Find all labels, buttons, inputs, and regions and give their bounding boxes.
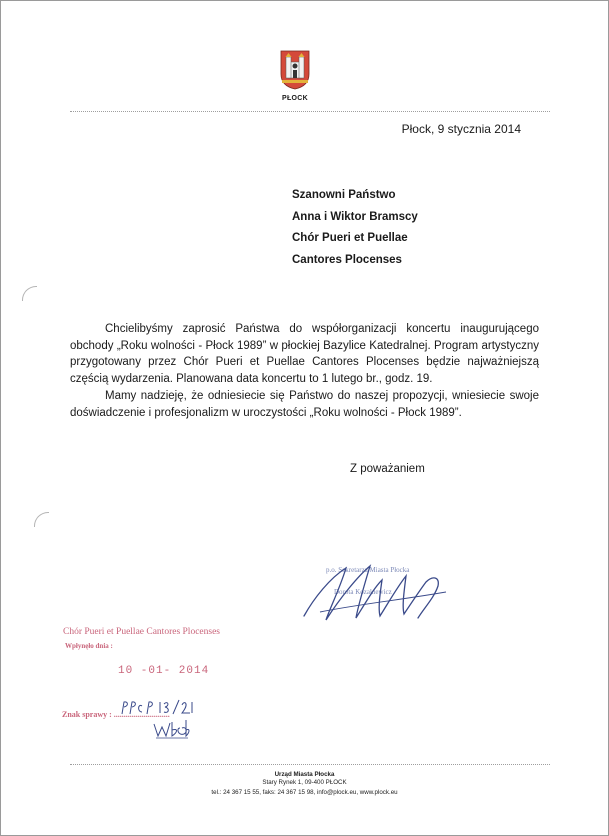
body-paragraph: Mamy nadzieję, że odniesiecie się Państwo do naszej propozycji, wniesiecie swoje doświadczenie i profesjonalizm w uroczystości „Roku wolności - Płock 1989”. [70,390,539,419]
stamp-case-dots: ............................ [113,710,170,719]
recipient-line: Cantores Plocenses [292,253,402,266]
handwritten-signature [300,558,450,628]
letter-date: Płock, 9 stycznia 2014 [401,122,521,136]
recipient-block [292,185,418,271]
header-divider [70,111,550,112]
stamp-received-label: Wpłynęło dnia : [65,642,113,650]
handwritten-case-number [120,697,198,717]
recipient-line: Anna i Wiktor Bramscy [292,210,418,223]
signature-caption-name: Dorota Kozakiewicz [334,588,392,596]
handwritten-initials [152,718,192,740]
footer-divider [70,764,550,765]
footer-office: Urząd Miasta Płocka [274,771,335,778]
stamp-case-label: Znak sprawy : [62,710,112,719]
stamp-received-date: 10 -01- 2014 [118,665,210,677]
footer-address: Stary Rynek 1, 09-400 PŁOCK [262,779,347,786]
city-crest-icon [280,50,310,90]
footer-contact: tel.: 24 367 15 55, faks: 24 367 15 98, info@plock.eu, www.plock.eu [211,789,398,796]
recipient-line: Szanowni Państwo [292,189,396,201]
crest-label: PŁOCK [282,95,308,102]
closing-phrase: Z poważaniem [350,463,425,475]
letter-body [70,321,539,422]
signature-caption-title: p.o. Sekretarza Miasta Płocka [326,566,410,574]
recipient-line: Chór Pueri et Puellae [292,232,408,244]
stamp-choir-name: Chór Pueri et Puellae Cantores Plocenses [63,627,220,637]
body-paragraph: Chcielibyśmy zaprosić Państwa do współorganizacji koncertu inaugurującego obchody „Roku wolności - Płock 1989” w płockiej Bazylice Katedralnej. Program artystyczny przygotowany przez Chór Pueri et Puellae Cantores Plocenses będzie najważniejszą częścią wydarzenia. Planowana data koncertu to 1 lutego br., godz. 19. [70,323,539,385]
